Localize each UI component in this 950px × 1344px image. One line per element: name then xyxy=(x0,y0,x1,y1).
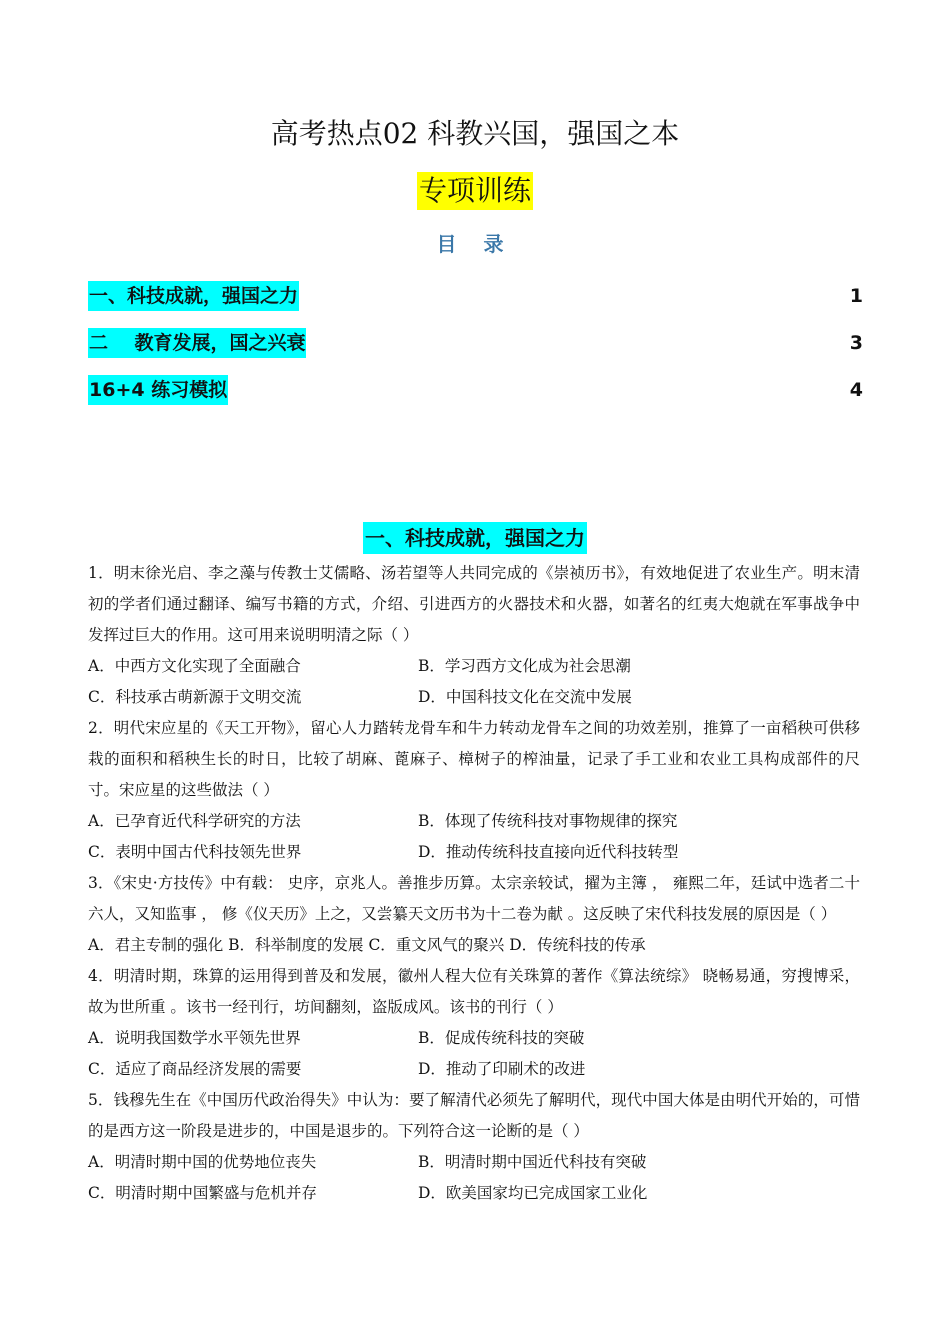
subtitle-container xyxy=(0,172,950,210)
question-text: 5．钱穆先生在《中国历代政治得失》中认为：要了解清代必须先了解明代，现代中国大体是由明代开始的，可惜的是西方这一阶段是进步的，中国是退步的。下列符合这一论断的是（ ） xyxy=(88,1091,860,1140)
option-row xyxy=(88,806,860,837)
option-c: C．适应了商品经济发展的需要 xyxy=(88,1060,302,1078)
document-subtitle: 专项训练 xyxy=(417,172,533,210)
option-b: B．学习西方文化成为社会思潮 xyxy=(418,657,631,675)
document-title: 高考热点02 科教兴国，强国之本 xyxy=(270,117,680,150)
option-row: A．君主专制的强化 B．科举制度的发展 C．重文风气的聚兴 D．传统科技的传承 xyxy=(88,936,646,954)
question-list xyxy=(88,558,860,1209)
question-item xyxy=(88,868,860,961)
question-item xyxy=(88,1085,860,1209)
option-d: D．欧美国家均已完成国家工业化 xyxy=(418,1184,648,1202)
option-b: B．明清时期中国近代科技有突破 xyxy=(418,1153,647,1171)
toc-entry[interactable] xyxy=(88,328,863,358)
toc-entry-page: 4 xyxy=(849,379,863,401)
question-text: 4．明清时期，珠算的运用得到普及和发展，徽州人程大位有关珠算的著作《算法统综》 晓畅易通，穷搜博采，故为世所重 。该书一经刊行，坊间翻刻，盗版成风。该书的刊行（ ） xyxy=(88,967,860,1016)
question-text: 1．明末徐光启、李之藻与传教士艾儒略、汤若望等人共同完成的《崇祯历书》，有效地促进了农业生产。明末清初的学者们通过翻译、编写书籍的方式，介绍、引进西方的火器技术和火器，如著名的红夷大炮就在军事战争中发挥过巨大的作用。这可用来说明明清之际（ ） xyxy=(88,564,860,644)
question-item xyxy=(88,961,860,1085)
question-text: 2．明代宋应星的《天工开物》，留心人力踏转龙骨车和牛力转动龙骨车之间的功效差别，推算了一亩稻秧可供移栽的面积和稻秧生长的时日，比较了胡麻、蓖麻子、樟树子的榨油量，记录了手工业和农业工具构成部件的尺寸。宋应星的这些做法（ ） xyxy=(88,719,860,799)
option-a: A．中西方文化实现了全面融合 xyxy=(88,657,301,675)
question-item xyxy=(88,558,860,713)
option-a: A．明清时期中国的优势地位丧失 xyxy=(88,1153,317,1171)
option-row xyxy=(88,651,860,682)
toc-entry-label[interactable]: 16+4 练习模拟 xyxy=(88,375,228,405)
option-a: A．已孕育近代科学研究的方法 xyxy=(88,812,301,830)
toc-entry-page: 3 xyxy=(849,332,863,354)
option-row xyxy=(88,1147,860,1178)
toc-entry[interactable] xyxy=(88,281,863,311)
question-text: 3．《宋史·方技传》中有载： 史序，京兆人。善推步历算。太宗亲较试，擢为主簿 ， 雍熙二年，廷试中选者二十六人，又知监事 ， 修《仪天历》上之，又尝纂天文历书为十二卷为献 。这反映了宋代科技发展的原因是（ ） xyxy=(88,874,860,923)
option-d: D．推动传统科技直接向近代科技转型 xyxy=(418,843,679,861)
option-c: C．表明中国古代科技领先世界 xyxy=(88,843,302,861)
option-c: C．明清时期中国繁盛与危机并存 xyxy=(88,1184,317,1202)
option-b: B．体现了传统科技对事物规律的探究 xyxy=(418,812,678,830)
toc-entry-label[interactable]: 二 教育发展，国之兴衰 xyxy=(88,328,306,358)
toc-entry-page: 1 xyxy=(849,285,863,307)
option-a: A．说明我国数学水平领先世界 xyxy=(88,1029,301,1047)
option-d: D．推动了印刷术的改进 xyxy=(418,1060,586,1078)
option-row xyxy=(88,1054,860,1085)
toc-entry[interactable] xyxy=(88,375,863,405)
option-row xyxy=(88,837,860,868)
option-b: B．促成传统科技的突破 xyxy=(418,1029,585,1047)
question-item xyxy=(88,713,860,868)
option-row xyxy=(88,682,860,713)
option-d: D．中国科技文化在交流中发展 xyxy=(418,688,632,706)
option-row xyxy=(88,1023,860,1054)
option-c: C．科技承古萌新源于文明交流 xyxy=(88,688,302,706)
option-row xyxy=(88,1178,860,1209)
toc-heading: 目 录 xyxy=(436,232,514,256)
section-heading-container xyxy=(0,522,950,554)
toc-entry-label[interactable]: 一、科技成就，强国之力 xyxy=(88,281,299,311)
section-heading: 一、科技成就，强国之力 xyxy=(363,522,587,554)
